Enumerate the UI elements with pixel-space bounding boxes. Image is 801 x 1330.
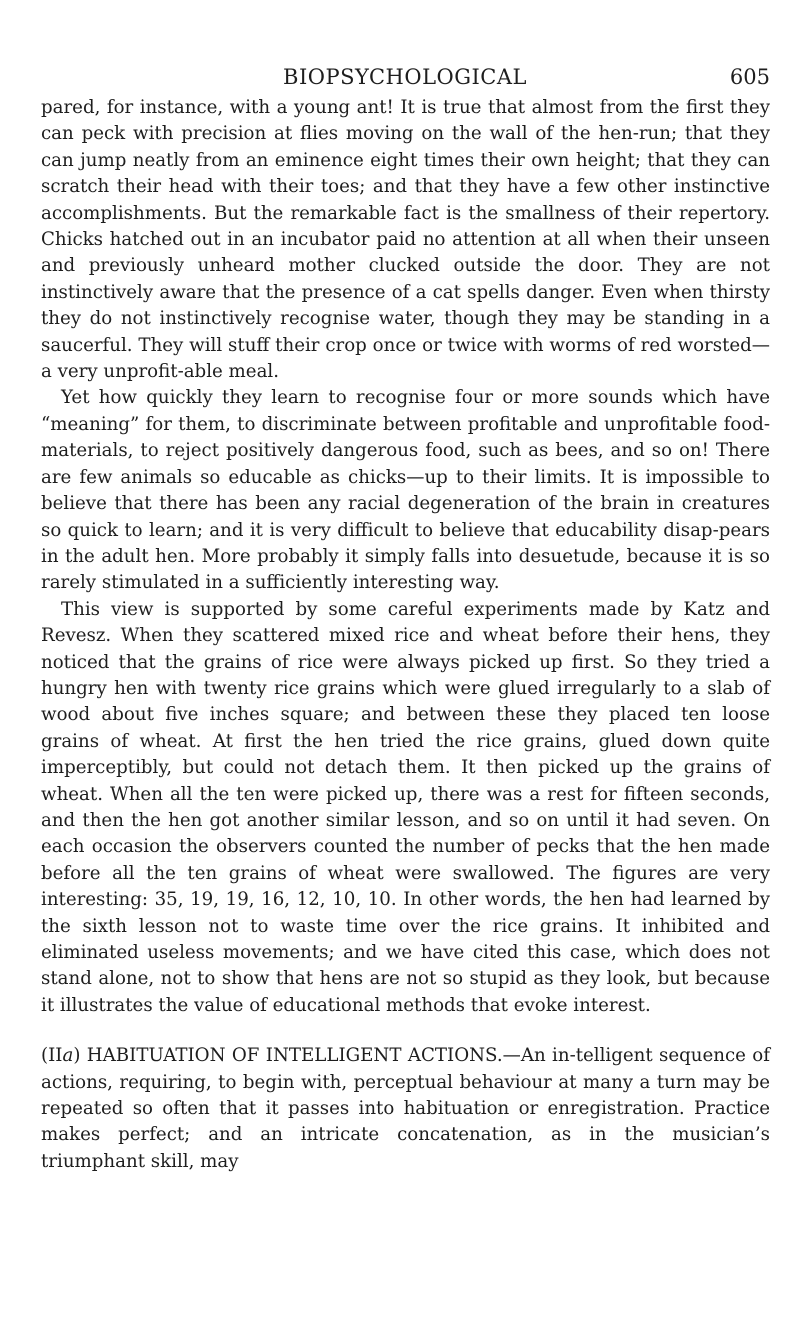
section-heading: (IIa) HABITUATION OF INTELLIGENT ACTIONS.	[41, 1045, 503, 1067]
running-head: BIOPSYCHOLOGICAL	[283, 65, 527, 89]
page-header	[40, 60, 770, 94]
section-text: —An in-telligent sequence of actions, requiring, to begin with, perceptual behaviour at many a turn may be repeated so often that it passes into habituation or enregistration. Practice makes perfect; and an intricate concatenation, as in the musician’s triumphant skill, may	[41, 1045, 770, 1172]
paragraph-chick-learning: Yet how quickly they learn to recognise four or more sounds which have “meaning” for them, to discriminate between profitable and unprofitable food-materials, to reject positively dangerous food, such as bees, and so on! There are few animals so educable as chicks—up to their limits. It is impossible to believe that there has been any racial degeneration of the brain in creatures so quick to learn; and it is very difficult to believe that educability disap-pears in the adult hen. More probably it simply falls into desuetude, because it is so rarely stimulated in a sufficiently interesting way.	[41, 387, 770, 594]
paragraph-katz-revesz-experiment: This view is supported by some careful experiments made by Katz and Revesz. When they scattered mixed rice and wheat before their hens, they noticed that the grains of rice were always picked up first. So they tried a hungry hen with twenty rice grains which were glued irregularly to a slab of wood about five inches square; and between these they placed ten loose grains of wheat. At first the hen tried the rice grains, glued down quite imperceptibly, but could not detach them. It then picked up the grains of wheat. When all the ten were picked up, there was a rest for fifteen seconds, and then the hen got another similar lesson, and so on until it had seven. On each occasion the observers counted the number of pecks that the hen made before all the ten grains of wheat were swallowed. The figures are very interesting: 35, 19, 19, 16, 12, 10, 10. In other words, the hen had learned by the sixth lesson not to waste time over the rice grains. It inhibited and eliminated useless movements; and we have cited this case, which does not stand alone, not to show that hens are not so stupid as they look, but because it illustrates the value of educational methods that evoke interest.	[41, 598, 770, 1016]
section-habituation	[41, 1043, 770, 1175]
body-text	[41, 95, 770, 1175]
paragraph-chick-instincts: pared, for instance, with a young ant! It is true that almost from the first they can peck with precision at flies moving on the wall of the hen-run; that they can jump neatly from an eminence eight times their own height; that they can scratch their head with their toes; and that they have a few other instinctive accomplishments. But the remarkable fact is the smallness of their repertory. Chicks hatched out in an incubator paid no attention at all when their unseen and previously unheard mother clucked outside the door. They are not instinctively aware that the presence of a cat spells danger. Even when thirsty they do not instinctively recognise water, though they may be standing in a saucerful. They will stuff their crop once or twice with worms of red worsted—a very unprofit-able meal.	[41, 97, 770, 383]
page-number: 605	[729, 65, 770, 89]
